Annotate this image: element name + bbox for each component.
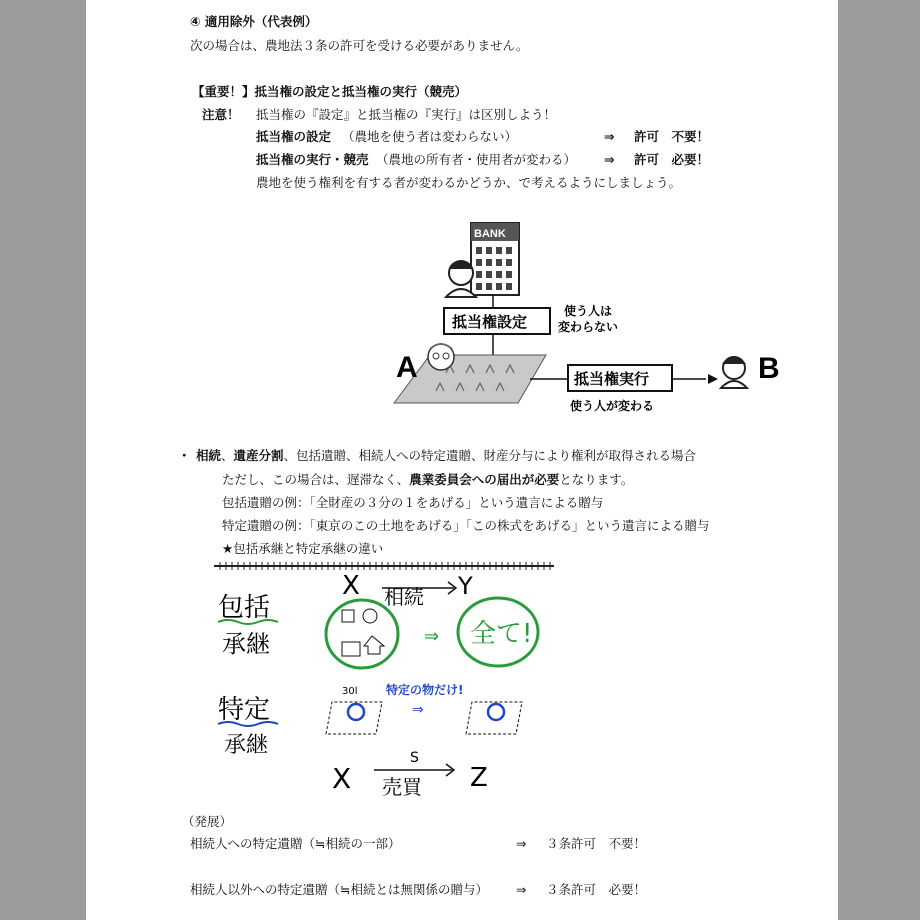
inheritance-line5: ★包括承継と特定承継の違い: [222, 541, 384, 556]
specific-asset-box-left: [326, 702, 382, 734]
development-row2-result: ３条許可 必要！: [546, 882, 647, 897]
sale-label: 売買: [382, 775, 422, 799]
development-row2-label: 相続人以外への特定遺贈（≒相続とは無関係の贈与）: [190, 882, 488, 897]
bullet-mark: ・: [178, 448, 191, 463]
row1-arrow: ⇒: [604, 129, 615, 144]
specific-label-2: 承継: [224, 733, 269, 758]
person-b-area: [706, 340, 816, 400]
person-b-icon: [721, 356, 747, 388]
row2-label: 抵当権の実行・競売: [256, 152, 369, 167]
development-row1-label: 相続人への特定遺贈（≒相続の一部）: [190, 836, 401, 851]
y-top: Y: [458, 572, 473, 600]
row2-arrow: ⇒: [604, 152, 615, 167]
note-label: 注意！: [202, 107, 240, 122]
general-assets-circle: [326, 600, 398, 668]
inheritance-line2: ただし、この場合は、遅滞なく、農業委員会への届出が必要となります。: [222, 472, 634, 487]
row2-result: 許可 必要！: [634, 152, 710, 167]
important-summary: 農地を使う権利を有する者が変わるかどうか、で考えるようにしましょう。: [256, 175, 682, 190]
note-text: 抵当権の『設定』と抵当権の『実行』は区別しよう！: [256, 107, 557, 122]
document-page: [86, 0, 838, 920]
label-a: A: [396, 351, 418, 384]
development-row2-arrow: ⇒: [516, 882, 527, 897]
general-label-1: 包括: [218, 593, 271, 623]
all-label: 全て!: [470, 619, 533, 649]
row2-paren: （農地の所有者・使用者が変わる）: [376, 152, 577, 167]
box-execution-label: 抵当権実行: [574, 370, 650, 388]
coin-icon: [363, 609, 377, 623]
stock-icon: [342, 642, 360, 656]
specific-label-1: 特定: [218, 695, 271, 725]
development-row1-arrow: ⇒: [516, 836, 527, 851]
row1-paren: （農地を使う者は変わらない）: [342, 129, 518, 144]
row1-result: 許可 不要！: [634, 129, 710, 144]
important-title: 【重要！】抵当権の設定と抵当権の実行（競売）: [192, 84, 468, 99]
x-bottom: X: [332, 762, 352, 795]
arrow-specific: ⇒: [412, 702, 424, 718]
box-setting-label: 抵当権設定: [452, 313, 528, 331]
s-label: S: [410, 750, 419, 766]
inheritance-line4: 特定遺贈の例：「東京のこの土地をあげる」「この株式をあげる」という遺言による贈与: [222, 518, 710, 533]
inheritance-line1: 相続、遺産分割、包括遺贈、相続人への特定遺贈、財産分与により権利が取得される場合: [196, 448, 697, 463]
bank-label: BANK: [474, 228, 506, 240]
arrow-general: ⇒: [424, 626, 440, 647]
user-changes-label: 使う人が変わる: [570, 399, 655, 413]
user-same-line1: 使う人は: [564, 304, 613, 318]
section-heading: ④ 適用除外（代表例）: [190, 14, 318, 29]
z-bottom: Z: [470, 763, 488, 793]
inherit-label: 相続: [384, 585, 424, 609]
farmer-a-icon: [428, 344, 454, 370]
section-intro: 次の場合は、農地法３条の許可を受ける必要がありません。: [190, 38, 529, 53]
specific-asset-circle-left: [348, 704, 364, 720]
num-label: 30l: [342, 686, 358, 697]
inheritance-line3: 包括遺贈の例：「全財産の３分の１をあげる」という遺言による贈与: [222, 495, 604, 510]
development-row1-result: ３条許可 不要！: [546, 836, 647, 851]
asset-box-icon: [342, 610, 354, 622]
house-icon: [364, 636, 384, 654]
x-top: X: [342, 571, 360, 601]
label-b: B: [758, 352, 780, 385]
specific-only-label: 特定の物だけ!: [386, 683, 464, 697]
mortgage-diagram: [306, 215, 706, 415]
general-label-2: 承継: [222, 630, 270, 658]
specific-asset-box-right: [466, 702, 522, 734]
row1-label: 抵当権の設定: [256, 129, 332, 144]
succession-diagram: [214, 562, 554, 804]
development-heading: （発展）: [182, 814, 233, 829]
user-same-line2: 変わらない: [558, 320, 619, 334]
specific-asset-circle-right: [488, 704, 504, 720]
